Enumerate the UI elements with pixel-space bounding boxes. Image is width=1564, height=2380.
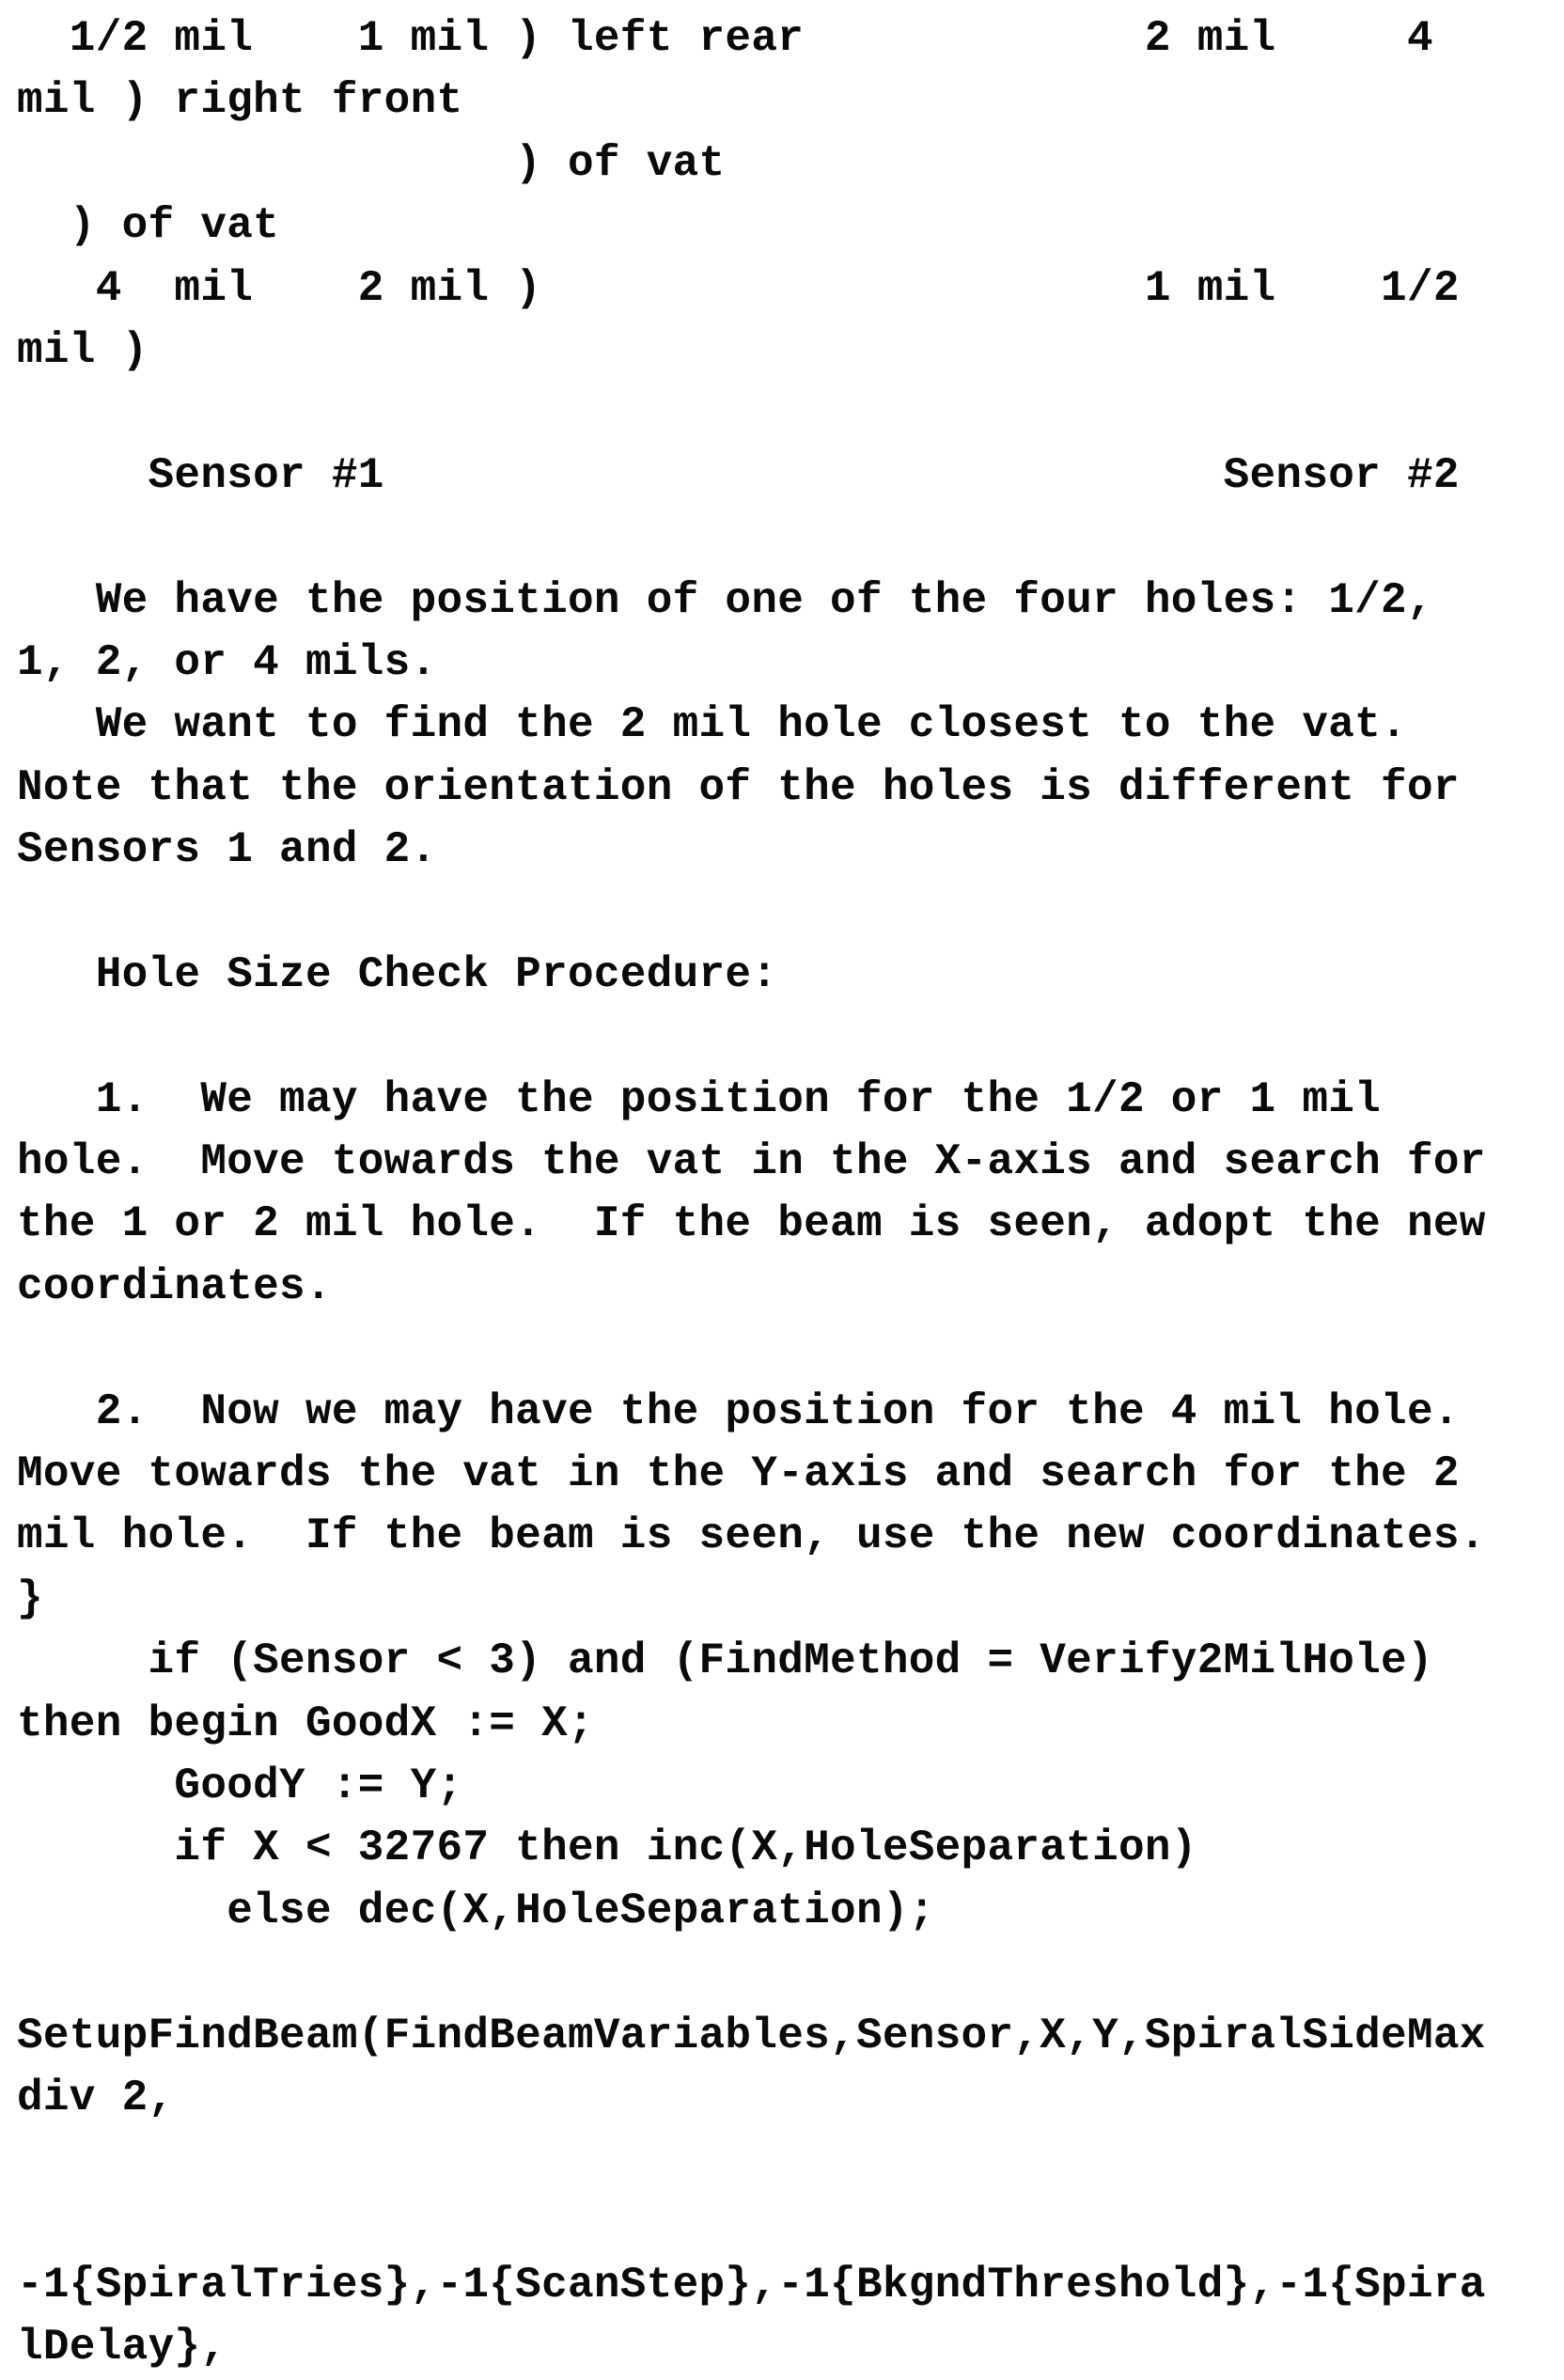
paragraph-line: We have the position of one of the four holes: 1/2,: [17, 575, 1433, 625]
paragraph-line: We want to find the 2 mil hole closest to the vat.: [17, 700, 1407, 750]
paragraph-line: 2. Now we may have the position for the 4 mil hole.: [17, 1386, 1460, 1436]
section-heading-line: Hole Size Check Procedure:: [17, 949, 778, 999]
blank-line: [17, 881, 1564, 943]
blank-line: [17, 1942, 1564, 2004]
paragraph-line: mil hole. If the beam is seen, use the new coordinates.: [17, 1511, 1486, 1561]
paragraph-line: the 1 or 2 mil hole. If the beam is seen, adopt the new: [17, 1199, 1486, 1249]
code-line: -1{SpiralTries},-1{ScanStep},-1{BkgndThreshold},-1{Spira: [17, 2261, 1486, 2310]
figure-label-line: ) of vat: [17, 201, 280, 251]
code-line: SetupFindBeam(FindBeamVariables,Sensor,X,Y,SpiralSideMax: [17, 2011, 1486, 2060]
figure-label-line: ) of vat: [17, 138, 726, 188]
figure-label-line: 4 mil 2 mil ) 1 mil 1/2: [17, 263, 1460, 313]
blank-line: [17, 1006, 1564, 1068]
code-line: then begin GoodX := X;: [17, 1699, 594, 1748]
paragraph-line: Move towards the vat in the Y-axis and search for the 2: [17, 1448, 1460, 1498]
code-line: if X < 32767 then inc(X,HoleSeparation): [17, 1824, 1197, 1873]
blank-line: [17, 2129, 1564, 2191]
blank-line: [17, 1318, 1564, 1380]
code-line: else dec(X,HoleSeparation);: [17, 1886, 935, 1935]
paragraph-line: 1, 2, or 4 mils.: [17, 637, 437, 687]
code-line: div 2,: [17, 2073, 175, 2122]
sensor-captions-line: Sensor #1 Sensor #2: [17, 450, 1460, 500]
figure-label-line: mil ) right front: [17, 76, 463, 126]
paragraph-line: 1. We may have the position for the 1/2 or 1 mil: [17, 1074, 1382, 1124]
paragraph-line: hole. Move towards the vat in the X-axis and search for: [17, 1137, 1486, 1187]
figure-label-line: mil ): [17, 325, 149, 375]
code-line: }: [17, 1574, 43, 1623]
blank-line: [17, 507, 1564, 569]
code-line: lDelay},: [17, 2323, 227, 2372]
paragraph-line: Sensors 1 and 2.: [17, 825, 437, 875]
code-line: if (Sensor < 3) and (FindMethod = Verify2MilHole): [17, 1636, 1433, 1686]
figure-label-line: 1/2 mil 1 mil ) left rear 2 mil 4: [17, 14, 1433, 63]
paragraph-line: coordinates.: [17, 1261, 332, 1311]
blank-line: [17, 382, 1564, 444]
code-line: GoodY := Y;: [17, 1761, 463, 1810]
paragraph-line: Note that the orientation of the holes is different for: [17, 762, 1460, 812]
blank-line: [17, 2192, 1564, 2254]
